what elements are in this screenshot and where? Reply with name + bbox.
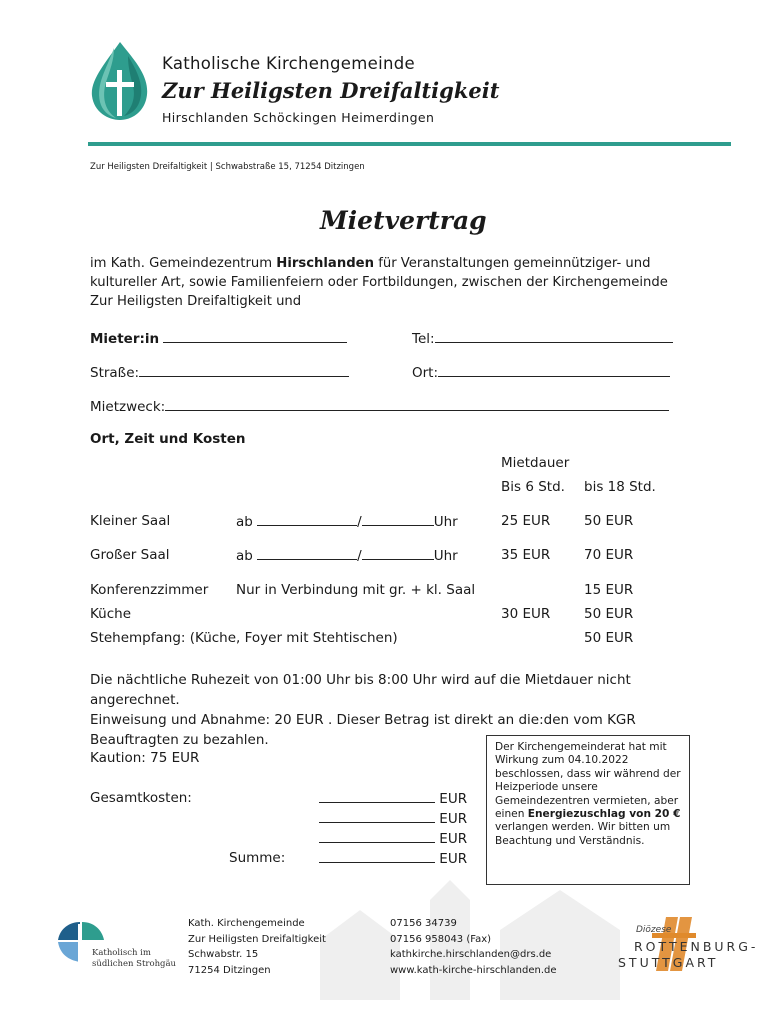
fax: 07156 958043 (Fax)	[390, 933, 492, 945]
konferenz-price: 15 EUR	[584, 582, 634, 598]
kleiner-saal-price-18h: 50 EUR	[584, 513, 634, 529]
grosser-saal-price-6h: 35 EUR	[501, 547, 551, 563]
kueche-label: Küche	[90, 606, 132, 622]
energy-surcharge-notice: Der Kirchengemeinderat hat mit Wirkung zum 04.10.2022 beschlossen, dass wir während der Heizperiode unsere Gemeindezentren vermieten, aber einen Energiezuschlag von 20 € verlangen werden. Wir bitten um Beachtung und Verständnis.	[486, 735, 690, 885]
section-heading: Ort, Zeit und Kosten	[90, 431, 246, 447]
strasse-input-line[interactable]	[139, 364, 349, 377]
ort-input-line[interactable]	[438, 364, 670, 377]
stehempfang-label: Stehempfang: (Küche, Foyer mit Stehtischen)	[90, 630, 398, 646]
summe-line[interactable]: EUR	[319, 850, 467, 867]
time-from-line[interactable]	[257, 547, 357, 560]
sender-address: Zur Heiligsten Dreifaltigkeit | Schwabstraße 15, 71254 Ditzingen	[90, 162, 365, 172]
time-from-line[interactable]	[257, 513, 357, 526]
kleiner-saal-price-6h: 25 EUR	[501, 513, 551, 529]
intro-paragraph: im Kath. Gemeindezentrum Hirschlanden für Veranstaltungen gemeinnütziger- und kultureller Art, sowie Familienfeiern oder Fortbildungen, zwischen der Kirchengemeinde Zur Heiligsten Dreifaltigkeit und	[90, 256, 668, 309]
kueche-price-6h: 30 EUR	[501, 606, 551, 622]
time-to-line[interactable]	[362, 513, 434, 526]
email-link[interactable]: kathkirche.hirschlanden@drs.de	[390, 949, 552, 960]
kueche-price-18h: 50 EUR	[584, 606, 634, 622]
col-18h-header: bis 18 Std.	[584, 479, 656, 495]
einweisung-text: Einweisung und Abnahme: 20 EUR . Dieser Betrag ist direkt an die:den vom KGR Beauftragten zu bezahlen.	[90, 712, 636, 748]
strasse-field[interactable]: Straße:	[90, 364, 349, 381]
mieter-input-line[interactable]	[163, 330, 347, 343]
ort-field[interactable]: Ort:	[412, 364, 670, 381]
col-6h-header: Bis 6 Std.	[501, 479, 565, 495]
footer-address: Kath. Kirchengemeinde Zur Heiligsten Dreifaltigkeit Schwabstr. 15 71254 Ditzingen	[188, 918, 326, 976]
mietzweck-field[interactable]: Mietzweck:	[90, 398, 669, 415]
kleiner-saal-label: Kleiner Saal	[90, 513, 171, 529]
summe-label: Summe:	[229, 850, 286, 866]
cost-line-2[interactable]: EUR	[319, 810, 467, 827]
konferenz-note: Nur in Verbindung mit gr. + kl. Saal	[236, 582, 476, 598]
stehempfang-price: 50 EUR	[584, 630, 634, 646]
footer-contact	[390, 916, 557, 978]
konferenz-label: Konferenzzimmer	[90, 582, 209, 598]
mieter-field[interactable]: Mieter:in	[90, 330, 347, 347]
org-name-line2: Zur Heiligsten Dreifaltigkeit	[162, 78, 500, 103]
kleiner-saal-time[interactable]: ab / Uhr	[236, 514, 458, 530]
org-name-line1: Katholische Kirchengemeinde	[162, 54, 415, 73]
website-link[interactable]: www.kath-kirche-hirschlanden.de	[390, 964, 557, 976]
location-name: Hirschlanden	[276, 256, 374, 271]
diocese-logo: Diözese ROTTENBURG- STUTTGART	[612, 915, 762, 975]
grosser-saal-label: Großer Saal	[90, 547, 170, 563]
phone: 07156 34739	[390, 918, 457, 929]
cost-line-3[interactable]: EUR	[319, 830, 467, 847]
tel-input-line[interactable]	[435, 330, 673, 343]
header-divider	[88, 142, 731, 146]
cost-line-1[interactable]: EUR	[319, 790, 467, 807]
mietzweck-input-line[interactable]	[165, 398, 669, 411]
page-title: Mietvertrag	[320, 206, 487, 235]
time-to-line[interactable]	[362, 547, 434, 560]
kaution-text: Kaution: 75 EUR	[90, 750, 200, 766]
parish-logo-icon	[84, 40, 156, 122]
tel-field[interactable]: Tel:	[412, 330, 673, 347]
strohgaeu-logo-text: Katholisch im südlichen Strohgäu	[92, 948, 177, 969]
ruhezeit-text: Die nächtliche Ruhezeit von 01:00 Uhr bis 8:00 Uhr wird auf die Mietdauer nicht angerechnet.	[90, 672, 631, 708]
grosser-saal-price-18h: 70 EUR	[584, 547, 634, 563]
grosser-saal-time[interactable]: ab / Uhr	[236, 548, 458, 564]
gesamtkosten-label: Gesamtkosten:	[90, 790, 192, 806]
org-locations: Hirschlanden Schöckingen Heimerdingen	[162, 110, 435, 125]
mietdauer-header: Mietdauer	[501, 455, 570, 471]
